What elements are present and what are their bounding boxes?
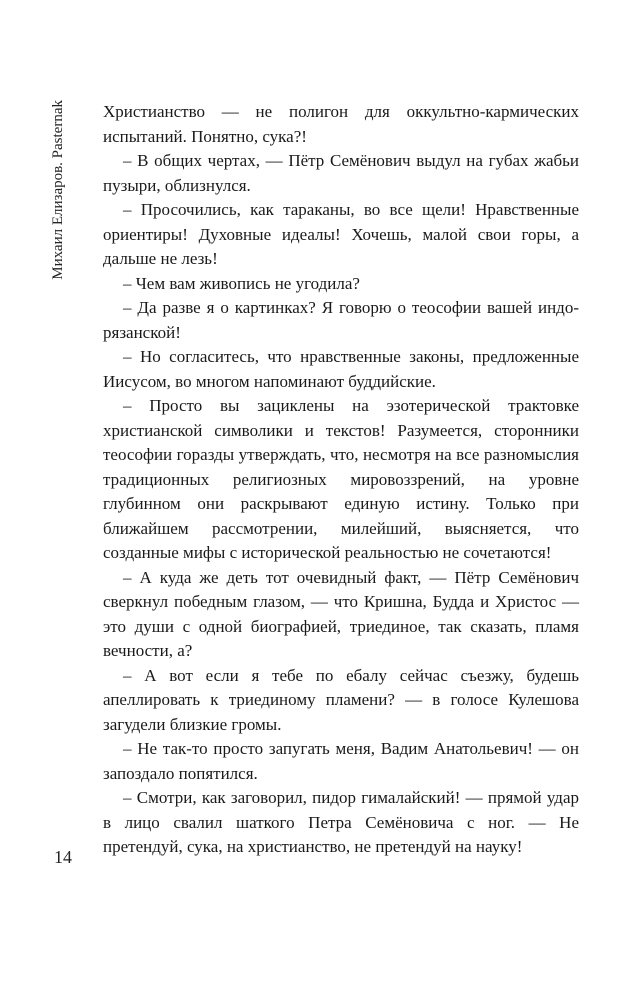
paragraph: – А вот если я тебе по ебалу сейчас съезжу, будешь апеллировать к триединому пламени? — в голосе Кулешова загудели близкие громы. <box>103 665 579 734</box>
paragraph: – Просочились, как тараканы, во все щели! Нравственные ориентиры! Духовные идеалы! Хочешь, малой свои горы, а дальше не лезь! <box>103 200 579 268</box>
page-number: 14 <box>54 847 72 867</box>
paragraph: Христианство — не полигон для оккультно-кармических испытаний. Понятно, сука?! <box>103 102 579 146</box>
paragraph: – А куда же деть тот очевидный факт, — Пётр Семёнович сверкнул победным глазом, — что Кришна, Будда и Христос — это души с одной биографией, триединое, так сказать, пламя вечности, а? <box>103 567 579 660</box>
text-block <box>103 100 579 860</box>
paragraph: – Чем вам живопись не угодила? <box>123 273 360 293</box>
paragraph: – Смотри, как заговорил, пидор гималайский! — прямой удар в лицо свалил шаткого Петра Семёновича с ног. — Не претендуй, сука, на христианство, не претендуй на науку! <box>103 788 579 856</box>
paragraph: – Просто вы зациклены на эзотерической трактовке христианской символики и текстов! Разумеется, сторонники теософии горазды утверждать, что, несмотря на все разномыслия традиционных религиозных мировоззрений, на уровне глубинном они раскрывают единую истину. Только при ближайшем рассмотрении, милейший, выясняется, что созданные мифы с исторической реальностью не сочетаются! <box>103 396 579 562</box>
paragraph: – Не так-то просто запугать меня, Вадим Анатольевич! — он запоздало попятился. <box>103 739 579 783</box>
paragraph: – В общих чертах, — Пётр Семёнович выдул на губах жабьи пузыри, облизнулся. <box>103 151 579 195</box>
running-head: Михаил Елизаров. Pasternak <box>50 100 66 280</box>
paragraph: – Но согласитесь, что нравственные законы, предложенные Иисусом, во многом напоминают буддийские. <box>103 347 579 391</box>
paragraph: – Да разве я о картинках? Я говорю о теософии вашей индо-рязанской! <box>103 298 579 342</box>
